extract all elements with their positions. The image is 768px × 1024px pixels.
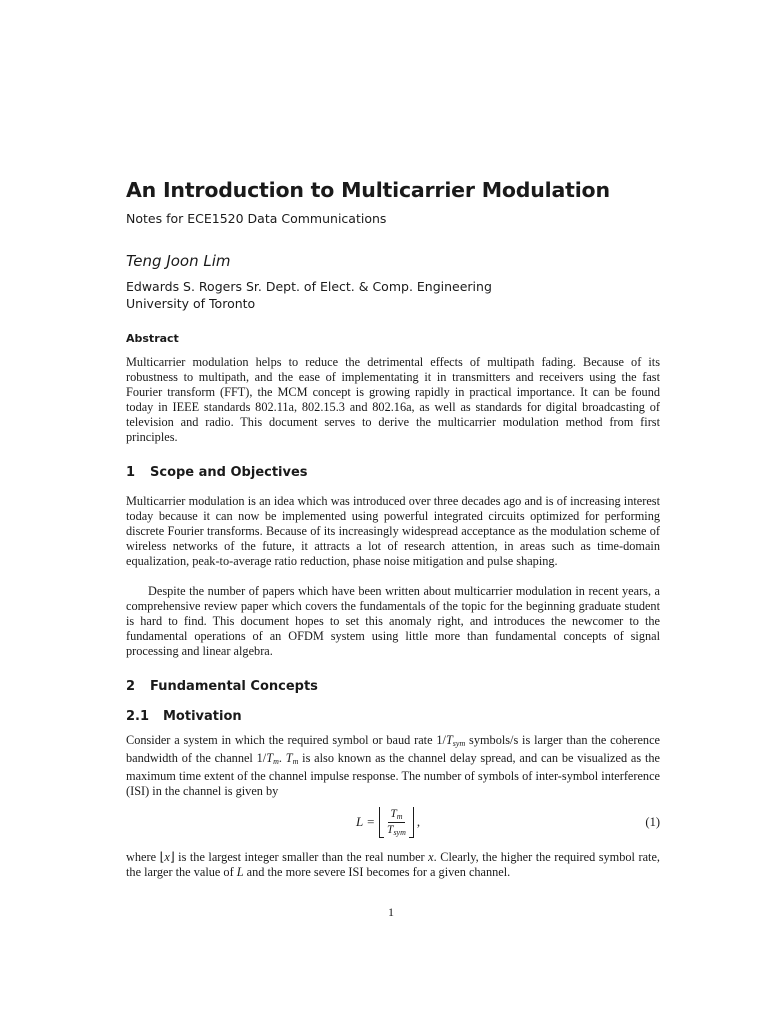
motivation-text-c: . [278,751,286,766]
motivation-paragraph [126,733,660,799]
math-symbol-L: L [236,865,244,880]
motivation-text-b: symbols/s is larger than the coherence bandwidth of the channel 1/ [126,733,660,766]
math-subscript-m: m [292,757,299,767]
numerator-symbol: T [390,807,397,820]
after-text-a: where ⌊ [126,850,165,864]
paper-subtitle: Notes for ECE1520 Data Communications [126,211,387,226]
fraction [387,808,406,837]
abstract-heading: Abstract [126,332,179,345]
floor-left-bracket [379,807,384,838]
fraction-denominator [387,823,406,837]
denominator-subscript: sym [393,827,406,837]
math-subscript-sym: sym [452,739,466,748]
math-symbol-x: x [428,850,434,864]
math-symbol-T: T [266,751,274,766]
equation-1 [356,804,420,840]
equation-lhs: L = [356,814,376,829]
denominator-symbol: T [387,823,394,836]
paper-title: An Introduction to Multicarrier Modulation [126,178,610,202]
after-text-d: and the more severe ISI becomes for a given channel. [243,865,511,880]
section-2-number: 2 [126,679,136,694]
section-2-title: Fundamental Concepts [150,679,318,694]
fraction-numerator [388,808,404,823]
after-text-b: ⌋ is the largest integer smaller than the real number [169,850,429,864]
numerator-subscript: m [396,811,403,821]
math-symbol-x: x [164,850,170,864]
motivation-text-d: is also known as the channel delay spread, and can be visualized as the maximum time extent of the channel impulse response. The number of symbols of inter-symbol interference (ISI) in the channel is given by [126,751,660,799]
equation-number: (1) [645,815,660,829]
affiliation-line-2: University of Toronto [126,296,256,311]
equation-trailing-comma: , [416,814,421,829]
page-number: 1 [388,905,394,919]
abstract-text: Multicarrier modulation helps to reduce the detrimental effects of multipath fading. Because of its robustness to multipath, and the ease of implementating it in transmitters and receivers using the fast Fourier transform (FFT), the MCM concept is growing rapidly in practical importance. It can be found today in IEEE standards 802.11a, 802.15.3 and 802.16a, as well as standards for digital broadcasting of television and radio. This document serves to derive the multicarrier modulation method from first principles. [126,355,660,445]
section-1-paragraph-1: Multicarrier modulation is an idea which was introduced over three decades ago and is of increasing interest today because it can now be implemented using powerful integrated circuits optimized for performing discrete Fourier transforms. Because of its increasingly widespread acceptance as the modulation scheme of wireless networks of the future, it attracts a lot of research attention, in areas such as time-domain equalization, peak-to-average ratio reduction, phase noise mitigation and pulse shaping. [126,494,660,569]
math-symbol-T: T [445,733,453,747]
after-equation-paragraph [126,850,660,880]
floor-expression [379,807,414,838]
section-1-title: Scope and Objectives [150,465,308,480]
floor-right-bracket [409,807,414,838]
section-1-paragraph-2: Despite the number of papers which have been written about multicarrier modulation in recent years, a comprehensive review paper which covers the fundamentals of the topic for the beginning graduate student is hard to find. This document hopes to set this anomaly right, and introduces the newcomer to the fundamental operations of an OFDM system using little more than fundamental concepts of signal processing and linear algebra. [126,584,660,659]
math-symbol-T: T [285,751,293,766]
math-subscript-m: m [273,757,279,767]
motivation-text-a: Consider a system in which the required symbol or baud rate 1/ [126,733,446,747]
subsection-2-1-title: Motivation [163,709,242,724]
after-text-c: . Clearly, the higher the required symbol rate, the larger the value of [126,850,660,880]
affiliation-line-1: Edwards S. Rogers Sr. Dept. of Elect. & Comp. Engineering [126,279,492,294]
section-1-number: 1 [126,465,136,480]
author-name: Teng Joon Lim [126,252,231,270]
subsection-2-1-number: 2.1 [126,709,150,724]
